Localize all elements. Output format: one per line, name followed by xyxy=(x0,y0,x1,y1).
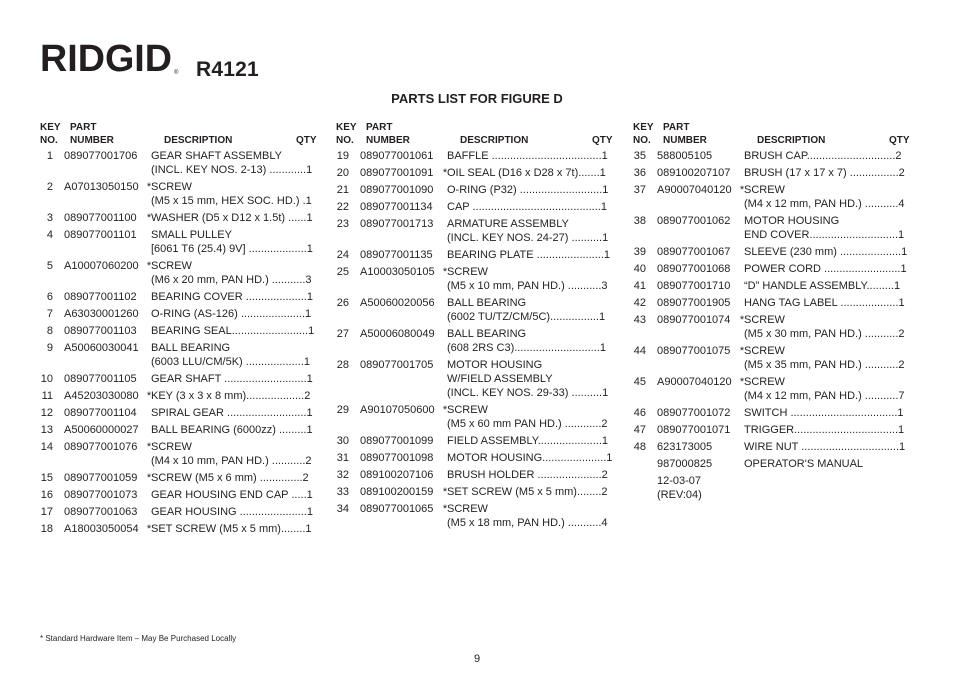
key-number: 42 xyxy=(633,297,646,309)
description-line: (M4 x 12 mm, PAN HD.) ...........4 xyxy=(744,198,905,210)
key-number: 26 xyxy=(336,297,349,309)
part-row xyxy=(335,358,615,403)
svg-text:®: ® xyxy=(174,70,179,76)
key-number: 9 xyxy=(46,342,53,354)
description-line: BALL BEARING xyxy=(447,297,527,309)
key-number: 30 xyxy=(336,435,349,447)
part-number: A50006080049 xyxy=(360,328,435,340)
part-row xyxy=(335,403,615,434)
part-number: 987000825 xyxy=(657,458,713,470)
part-number: 089077001076 xyxy=(64,441,138,453)
part-number: 089077001072 xyxy=(657,407,731,419)
part-number: A50060020056 xyxy=(360,297,435,309)
header-description: DESCRIPTION xyxy=(164,135,233,146)
description-line: GEAR SHAFT ...........................1 xyxy=(151,373,313,385)
description-line: [6061 T6 (25.4) 9V] ...................1 xyxy=(151,243,313,255)
key-number: 28 xyxy=(336,359,349,371)
key-number: 13 xyxy=(40,424,53,436)
part-number: 089077001063 xyxy=(64,506,138,518)
standard-hardware-mark: * xyxy=(739,376,745,388)
part-row xyxy=(39,471,319,488)
key-number: 40 xyxy=(633,263,646,275)
header-qty: QTY xyxy=(889,135,910,146)
key-number: 22 xyxy=(336,201,349,213)
header-description: DESCRIPTION xyxy=(757,135,826,146)
part-number: A90107050600 xyxy=(360,404,435,416)
description-line: SCREW xyxy=(744,184,785,196)
standard-hardware-mark: * xyxy=(146,212,152,224)
key-number: 43 xyxy=(633,314,646,326)
part-row xyxy=(39,440,319,471)
description-line: SCREW xyxy=(151,260,192,272)
part-row xyxy=(335,200,615,217)
part-number: 089077001091 xyxy=(360,167,434,179)
description-line: (M5 x 10 mm, PAN HD.) ...........3 xyxy=(447,280,608,292)
part-row xyxy=(632,279,912,296)
description-line: (M6 x 20 mm, PAN HD.) ...........3 xyxy=(151,274,312,286)
part-row xyxy=(335,485,615,502)
part-number: 089077001105 xyxy=(64,373,137,385)
model-number: R4121 xyxy=(196,58,259,81)
key-number: 6 xyxy=(46,291,53,303)
description-line: TRIGGER..................................1 xyxy=(744,424,905,436)
standard-hardware-mark: * xyxy=(442,167,448,179)
key-number: 36 xyxy=(633,167,646,179)
part-number: 089077001706 xyxy=(64,150,138,162)
description-line: HANG TAG LABEL ...................1 xyxy=(744,297,905,309)
key-number: 24 xyxy=(336,249,349,261)
description-line: BRUSH HOLDER .....................2 xyxy=(447,469,608,481)
header-part: PART xyxy=(70,122,97,133)
standard-hardware-mark: * xyxy=(146,390,152,402)
part-row xyxy=(632,245,912,262)
part-row xyxy=(632,474,912,505)
part-row xyxy=(632,375,912,406)
part-row xyxy=(335,183,615,200)
description-line: SCREW xyxy=(447,266,488,278)
header-number: NUMBER xyxy=(366,135,410,146)
part-row xyxy=(39,505,319,522)
key-number: 31 xyxy=(336,452,349,464)
description-line: SLEEVE (230 mm) ....................1 xyxy=(744,246,908,258)
key-number: 15 xyxy=(40,472,53,484)
description-line: FIELD ASSEMBLY.....................1 xyxy=(447,435,608,447)
key-number: 37 xyxy=(633,184,646,196)
part-number: 089100207106 xyxy=(360,469,434,481)
key-number: 39 xyxy=(633,246,646,258)
part-row xyxy=(39,149,319,180)
description-line: ARMATURE ASSEMBLY xyxy=(447,218,569,230)
description-line: (INCL. KEY NOS. 24-27) ..........1 xyxy=(447,232,609,244)
description-line: (608 2RS C3)............................1 xyxy=(447,342,606,354)
part-number: A07013050150 xyxy=(64,181,139,193)
key-number: 47 xyxy=(633,424,646,436)
description-line: SCREW xyxy=(447,404,488,416)
key-number: 29 xyxy=(336,404,349,416)
footnote: * Standard Hardware Item – May Be Purchased Locally xyxy=(40,634,237,643)
standard-hardware-mark: * xyxy=(739,184,745,196)
part-row xyxy=(39,423,319,440)
description-line: (M4 x 10 mm, PAN HD.) ...........2 xyxy=(151,455,312,467)
key-number: 4 xyxy=(46,229,53,241)
key-number: 32 xyxy=(336,469,349,481)
part-row xyxy=(39,290,319,307)
description-line: (M4 x 12 mm, PAN HD.) ...........7 xyxy=(744,390,905,402)
part-number: 089077001061 xyxy=(360,150,434,162)
standard-hardware-mark: * xyxy=(146,472,152,484)
description-line: (INCL. KEY NOS. 29-33) ..........1 xyxy=(447,387,609,399)
description-line: SPIRAL GEAR ..........................1 xyxy=(151,407,313,419)
key-number: 27 xyxy=(336,328,349,340)
part-row xyxy=(632,344,912,375)
standard-hardware-mark: * xyxy=(146,181,152,193)
standard-hardware-mark: * xyxy=(442,266,448,278)
page-number: 9 xyxy=(473,653,481,665)
part-row xyxy=(39,259,319,290)
header-part: PART xyxy=(663,122,690,133)
part-number: 089077001135 xyxy=(360,249,433,261)
page-title: PARTS LIST FOR FIGURE D xyxy=(391,91,563,106)
description-line: MOTOR HOUSING xyxy=(447,359,543,371)
standard-hardware-mark: * xyxy=(146,523,152,535)
description-line: MOTOR HOUSING.....................1 xyxy=(447,452,613,464)
part-number: 089077001074 xyxy=(657,314,731,326)
description-line: SCREW xyxy=(744,345,785,357)
key-number: 25 xyxy=(336,266,349,278)
part-number: A50060000027 xyxy=(64,424,139,436)
description-line: POWER CORD .........................1 xyxy=(744,263,907,275)
part-row xyxy=(632,262,912,279)
part-row xyxy=(335,217,615,248)
part-number: 089077001099 xyxy=(360,435,434,447)
part-number: 089077001068 xyxy=(657,263,731,275)
standard-hardware-mark: * xyxy=(146,441,152,453)
description-line: WIRE NUT ................................1 xyxy=(744,441,906,453)
part-number: 089077001071 xyxy=(657,424,731,436)
ridgid-logo xyxy=(40,40,180,76)
description-line: W/FIELD ASSEMBLY xyxy=(447,373,553,385)
part-row xyxy=(335,502,615,533)
header-qty: QTY xyxy=(592,135,613,146)
part-number: 089077001073 xyxy=(64,489,138,501)
part-row xyxy=(335,248,615,265)
key-number: 48 xyxy=(633,441,646,453)
part-number: 089077001098 xyxy=(360,452,434,464)
standard-hardware-mark: * xyxy=(739,314,745,326)
key-number: 19 xyxy=(336,150,349,162)
part-number: 089077001102 xyxy=(64,291,137,303)
part-row xyxy=(632,183,912,214)
description-line: (6003 LLU/CM/5K) ...................1 xyxy=(151,356,310,368)
header-key: KEY xyxy=(40,122,61,133)
part-row xyxy=(39,324,319,341)
part-number: A90007040120 xyxy=(657,376,732,388)
standard-hardware-mark: * xyxy=(146,260,152,272)
part-number: A18003050054 xyxy=(64,523,139,535)
part-number: 12-03-07 xyxy=(657,475,702,487)
key-number: 3 xyxy=(46,212,53,224)
part-number: 089077001905 xyxy=(657,297,731,309)
part-row xyxy=(335,166,615,183)
description-line: BEARING PLATE ......................1 xyxy=(447,249,611,261)
parts-column-1 xyxy=(39,122,319,539)
part-number: 089077001104 xyxy=(64,407,137,419)
part-row xyxy=(632,440,912,457)
description-line: BRUSH CAP.............................2 xyxy=(744,150,902,162)
header-no: NO. xyxy=(633,135,651,146)
description-line: KEY (3 x 3 x 8 mm)...................2 xyxy=(151,390,311,402)
part-row xyxy=(632,313,912,344)
description-line: (6002 TU/TZ/CM/5C)................1 xyxy=(447,311,606,323)
key-number: 12 xyxy=(40,407,53,419)
part-row xyxy=(39,406,319,423)
key-number: 20 xyxy=(336,167,349,179)
key-number: 7 xyxy=(46,308,53,320)
description-line: END COVER.............................1 xyxy=(744,229,905,241)
part-number: 089077001067 xyxy=(657,246,731,258)
part-row xyxy=(632,149,912,166)
part-number: 089077001059 xyxy=(64,472,138,484)
description-line: BEARING COVER ....................1 xyxy=(151,291,313,303)
header-number: NUMBER xyxy=(70,135,114,146)
parts-column-3 xyxy=(632,122,912,505)
part-number: 089077001075 xyxy=(657,345,731,357)
description-line: SCREW (M5 x 6 mm) ..............2 xyxy=(151,472,309,484)
part-row xyxy=(335,451,615,468)
key-number: 23 xyxy=(336,218,349,230)
header-number: NUMBER xyxy=(663,135,707,146)
part-number: 089100207107 xyxy=(657,167,731,179)
part-row xyxy=(39,307,319,324)
part-number: 588005105 xyxy=(657,150,713,162)
part-number: 089077001705 xyxy=(360,359,434,371)
description-line: BAFFLE ....................................1 xyxy=(447,150,608,162)
description-line: GEAR HOUSING END CAP .....1 xyxy=(151,489,313,501)
description-line: BALL BEARING (6000zz) .........1 xyxy=(151,424,313,436)
part-row xyxy=(39,211,319,228)
key-number: 5 xyxy=(46,260,53,272)
description-line: MOTOR HOUSING xyxy=(744,215,840,227)
description-line: (M5 x 15 mm, HEX SOC. HD.) .1 xyxy=(151,195,312,207)
column-header xyxy=(39,122,319,149)
description-line: BALL BEARING xyxy=(151,342,231,354)
description-line: OPERATOR'S MANUAL xyxy=(744,458,864,470)
standard-hardware-mark: * xyxy=(442,404,448,416)
part-row xyxy=(632,166,912,183)
part-row xyxy=(335,468,615,485)
part-row xyxy=(39,372,319,389)
part-row xyxy=(39,488,319,505)
key-number: 1 xyxy=(46,150,53,162)
part-number: 089077001090 xyxy=(360,184,434,196)
description-line: (REV:04) xyxy=(657,489,702,501)
key-number: 14 xyxy=(40,441,53,453)
description-line: SCREW xyxy=(744,314,785,326)
key-number: 41 xyxy=(633,280,646,292)
column-header xyxy=(632,122,912,149)
description-line: OIL SEAL (D16 x D28 x 7t).......1 xyxy=(447,167,606,179)
part-row xyxy=(39,522,319,539)
part-row xyxy=(632,457,912,474)
part-number: 089077001134 xyxy=(360,201,433,213)
key-number: 8 xyxy=(46,325,53,337)
standard-hardware-mark: * xyxy=(739,345,745,357)
description-line: (M5 x 35 mm, PAN HD.) ...........2 xyxy=(744,359,905,371)
key-number: 45 xyxy=(633,376,646,388)
part-number: 089077001103 xyxy=(64,325,137,337)
part-number: A50060030041 xyxy=(64,342,139,354)
svg-text:RIDGID: RIDGID xyxy=(40,40,172,76)
column-header xyxy=(335,122,615,149)
header-key: KEY xyxy=(633,122,654,133)
key-number: 16 xyxy=(40,489,53,501)
part-number: A63030001260 xyxy=(64,308,139,320)
description-line: O-RING (P32) ...........................1 xyxy=(447,184,609,196)
description-line: SMALL PULLEY xyxy=(151,229,232,241)
header-no: NO. xyxy=(40,135,58,146)
description-line: WASHER (D5 x D12 x 1.5t) ......1 xyxy=(151,212,313,224)
standard-hardware-mark: * xyxy=(442,503,448,515)
description-line: BEARING SEAL.........................1 xyxy=(151,325,315,337)
description-line: SET SCREW (M5 x 5 mm)........1 xyxy=(151,523,312,535)
part-number: 089077001062 xyxy=(657,215,731,227)
part-row xyxy=(632,296,912,313)
key-number: 18 xyxy=(40,523,53,535)
part-number: 089077001101 xyxy=(64,229,137,241)
part-number: 623173005 xyxy=(657,441,713,453)
part-row xyxy=(39,389,319,406)
part-number: 089100200159 xyxy=(360,486,434,498)
key-number: 38 xyxy=(633,215,646,227)
key-number: 11 xyxy=(41,390,53,402)
header-part: PART xyxy=(366,122,393,133)
description-line: (M5 x 30 mm, PAN HD.) ...........2 xyxy=(744,328,905,340)
description-line: BRUSH (17 x 17 x 7) ................2 xyxy=(744,167,905,179)
description-line: BALL BEARING xyxy=(447,328,527,340)
key-number: 21 xyxy=(336,184,349,196)
header-no: NO. xyxy=(336,135,354,146)
description-line: (M5 x 60 mm PAN HD.) ............2 xyxy=(447,418,608,430)
part-row xyxy=(335,149,615,166)
description-line: (M5 x 18 mm, PAN HD.) ...........4 xyxy=(447,517,608,529)
key-number: 35 xyxy=(633,150,646,162)
part-row xyxy=(39,341,319,372)
description-line: SET SCREW (M5 x 5 mm)........2 xyxy=(447,486,608,498)
description-line: SWITCH ...................................1 xyxy=(744,407,904,419)
description-line: SCREW xyxy=(447,503,488,515)
description-line: “D” HANDLE ASSEMBLY.........1 xyxy=(744,280,901,292)
part-number: A45203030080 xyxy=(64,390,139,402)
part-number: 089077001065 xyxy=(360,503,434,515)
description-line: SCREW xyxy=(744,376,785,388)
part-number: A90007040120 xyxy=(657,184,732,196)
part-number: 089077001100 xyxy=(64,212,137,224)
part-number: 089077001710 xyxy=(657,280,731,292)
standard-hardware-mark: * xyxy=(442,486,448,498)
part-row xyxy=(335,434,615,451)
part-row xyxy=(39,180,319,211)
header-qty: QTY xyxy=(296,135,317,146)
parts-column-2 xyxy=(335,122,615,533)
description-line: SCREW xyxy=(151,181,192,193)
part-number: A10007060200 xyxy=(64,260,139,272)
part-row xyxy=(632,406,912,423)
description-line: CAP ..........................................1 xyxy=(447,201,607,213)
part-row xyxy=(632,423,912,440)
part-row xyxy=(335,296,615,327)
part-row xyxy=(39,228,319,259)
description-line: O-RING (AS-126) .....................1 xyxy=(151,308,312,320)
key-number: 44 xyxy=(633,345,646,357)
key-number: 33 xyxy=(336,486,349,498)
key-number: 10 xyxy=(40,373,53,385)
key-number: 17 xyxy=(40,506,53,518)
header-description: DESCRIPTION xyxy=(460,135,529,146)
header-key: KEY xyxy=(336,122,357,133)
part-number: 089077001713 xyxy=(360,218,434,230)
key-number: 46 xyxy=(633,407,646,419)
part-row xyxy=(632,214,912,245)
key-number: 2 xyxy=(46,181,53,193)
description-line: GEAR SHAFT ASSEMBLY xyxy=(151,150,283,162)
part-row xyxy=(335,327,615,358)
description-line: (INCL. KEY NOS. 2-13) ............1 xyxy=(151,164,313,176)
part-row xyxy=(335,265,615,296)
description-line: GEAR HOUSING ......................1 xyxy=(151,506,313,518)
description-line: SCREW xyxy=(151,441,192,453)
key-number: 34 xyxy=(336,503,349,515)
part-number: A10003050105 xyxy=(360,266,435,278)
